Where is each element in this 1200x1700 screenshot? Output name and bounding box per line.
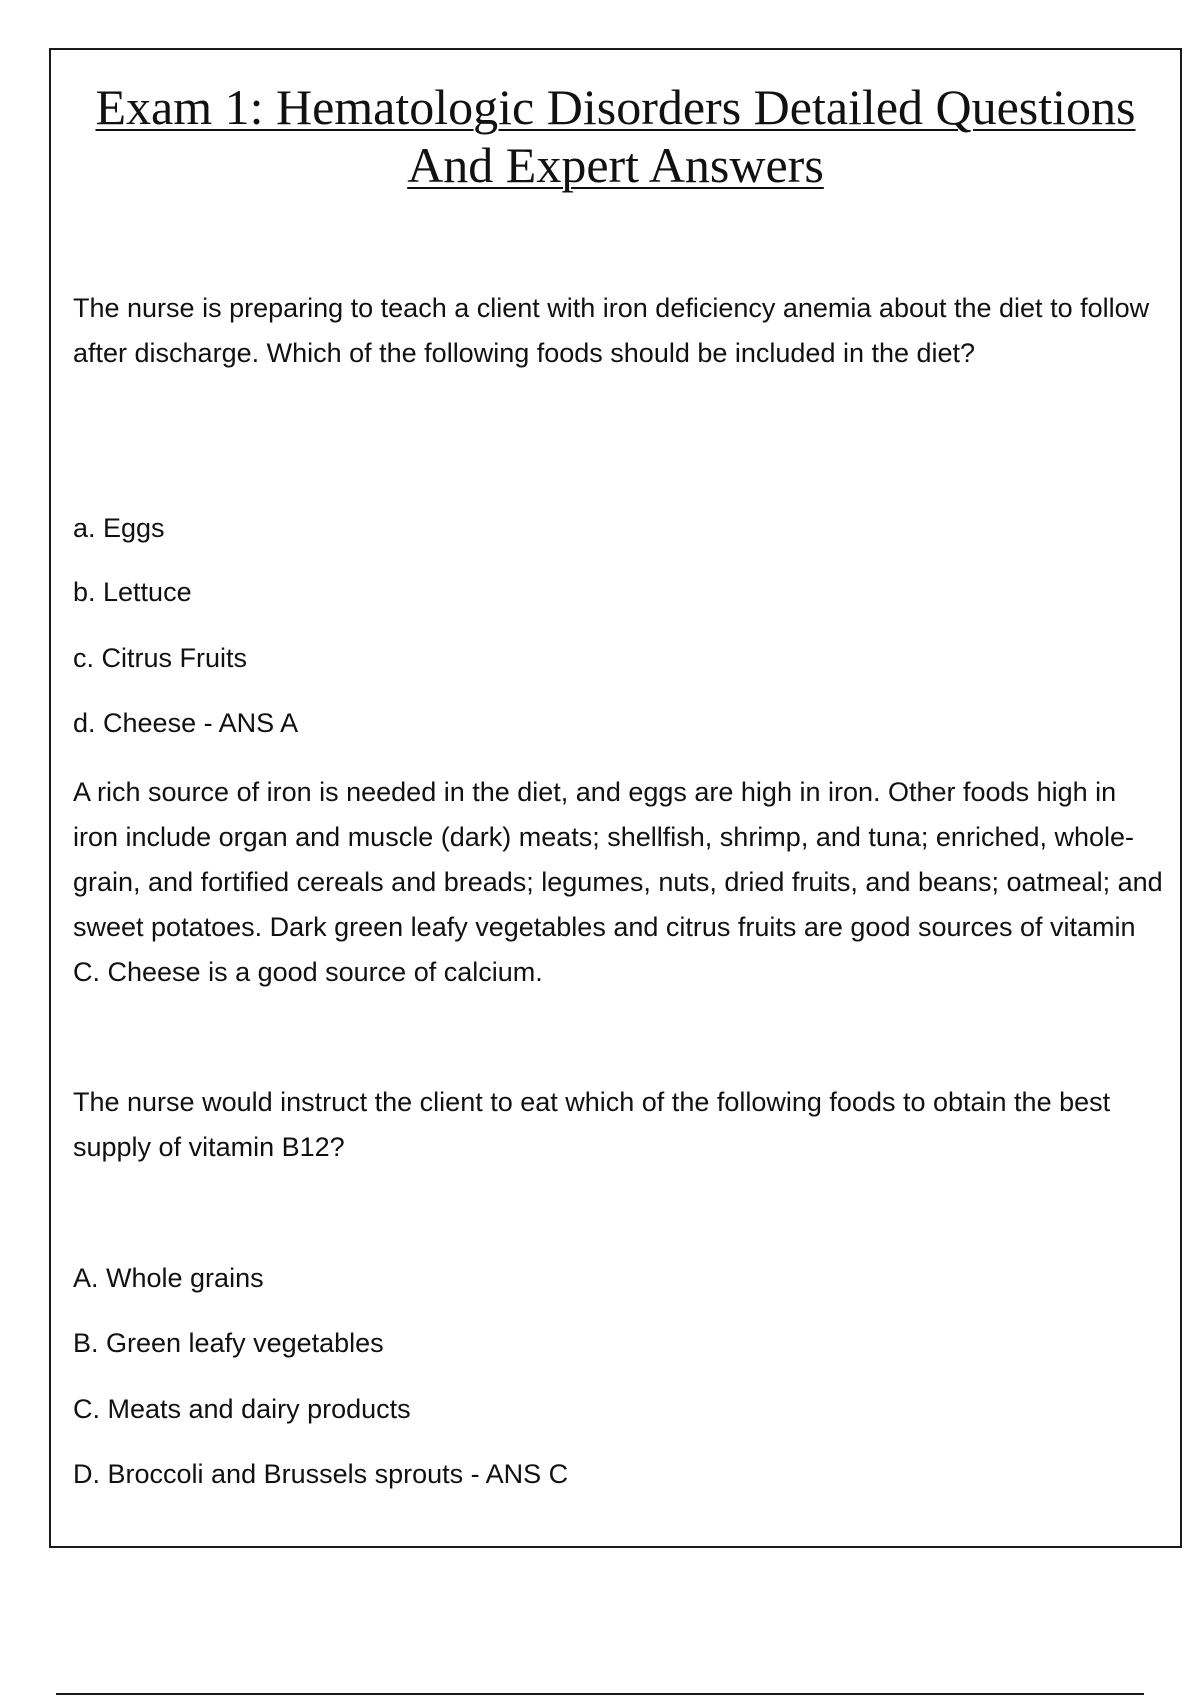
question-2-option-c: C. Meats and dairy products [73, 1394, 411, 1424]
question-2-option-d: D. Broccoli and Brussels sprouts - ANS C [73, 1459, 569, 1489]
question-2-option-b: B. Green leafy vegetables [73, 1328, 384, 1358]
question-1-option-c: c. Citrus Fruits [73, 643, 248, 673]
question-1-prompt: The nurse is preparing to teach a client with iron deficiency anemia about the diet to follow after discharge. Which of the following foods should be included in the diet? [73, 293, 1150, 368]
question-1-option-b: b. Lettuce [73, 577, 192, 607]
question-1-option-d: d. Cheese - ANS A [73, 708, 299, 738]
question-1-option-a: a. Eggs [73, 513, 165, 543]
question-2-prompt: The nurse would instruct the client to eat which of the following foods to obtain the best supply of vitamin B12? [73, 1087, 1111, 1162]
document-title [51, 78, 1180, 194]
question-1-rationale: A rich source of iron is needed in the diet, and eggs are high in iron. Other foods high in iron include organ and muscle (dark) meats; shellfish, shrimp, and tuna; enriched, whole-grain, and fortified cereals and breads; legumes, nuts, dried fruits, and beans; oatmeal; and sweet potatoes. Dark green leafy vegetables and citrus fruits are good sources of vitamin C. Cheese is a good source of calcium. [73, 777, 1163, 987]
content-frame [49, 48, 1182, 1548]
title-line-1: Exam 1: Hematologic Disorders Detailed Questions [95, 79, 1136, 135]
footer-divider [56, 1693, 1144, 1695]
question-2-option-a: A. Whole grains [73, 1263, 264, 1293]
title-line-2: And Expert Answers [407, 137, 824, 193]
